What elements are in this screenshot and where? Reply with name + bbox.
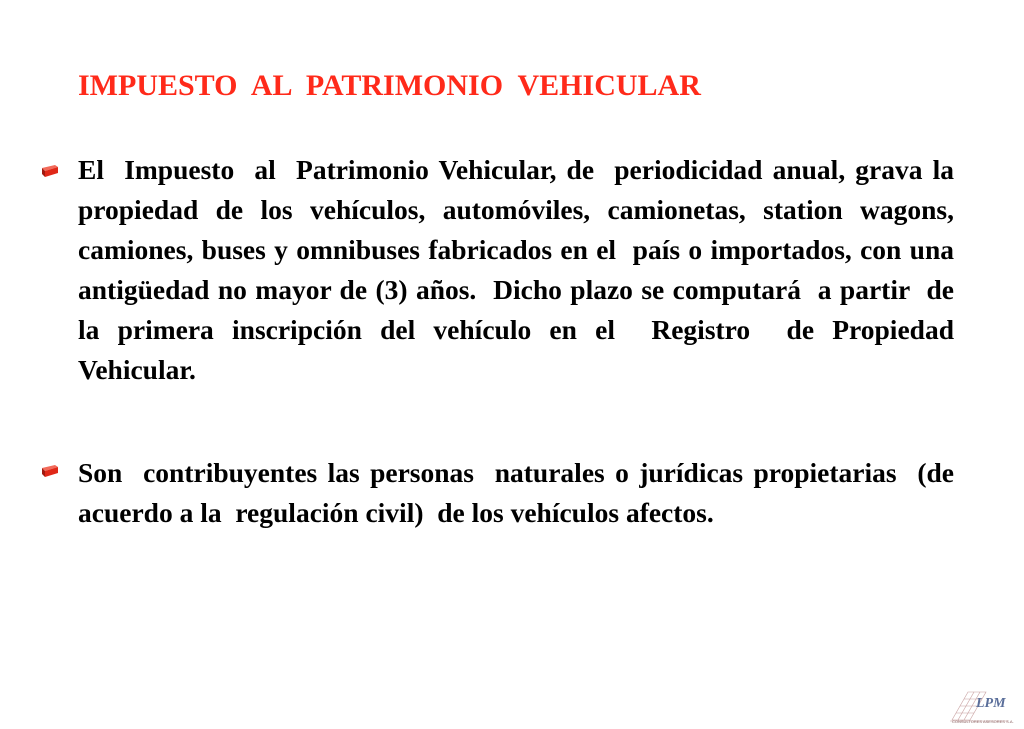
slide-title: IMPUESTO AL PATRIMONIO VEHICULAR xyxy=(78,69,701,102)
red-bar-bullet-icon xyxy=(40,163,60,179)
bullet-text: Son contribuyentes las personas naturales o jurídicas propietarias (de acuerdo a la regulación civil) de los vehículos afectos. xyxy=(78,457,961,528)
logo-subtitle: CONSULTORES ASESORES S.A. xyxy=(952,719,1014,724)
bullet-text: El Impuesto al Patrimonio Vehicular, de periodicidad anual, grava la propiedad de los vehículos, automóviles, camionetas, station wagons, camiones, buses y omnibuses fabricados en el país o importados, con una antigüedad no mayor de (3) años. Dicho plazo se computará a partir de la primera inscripción del vehículo en el Registro de Propiedad Vehicular. xyxy=(78,154,968,385)
red-bar-bullet-icon xyxy=(40,463,60,479)
logo-name: LPM xyxy=(976,696,1006,711)
